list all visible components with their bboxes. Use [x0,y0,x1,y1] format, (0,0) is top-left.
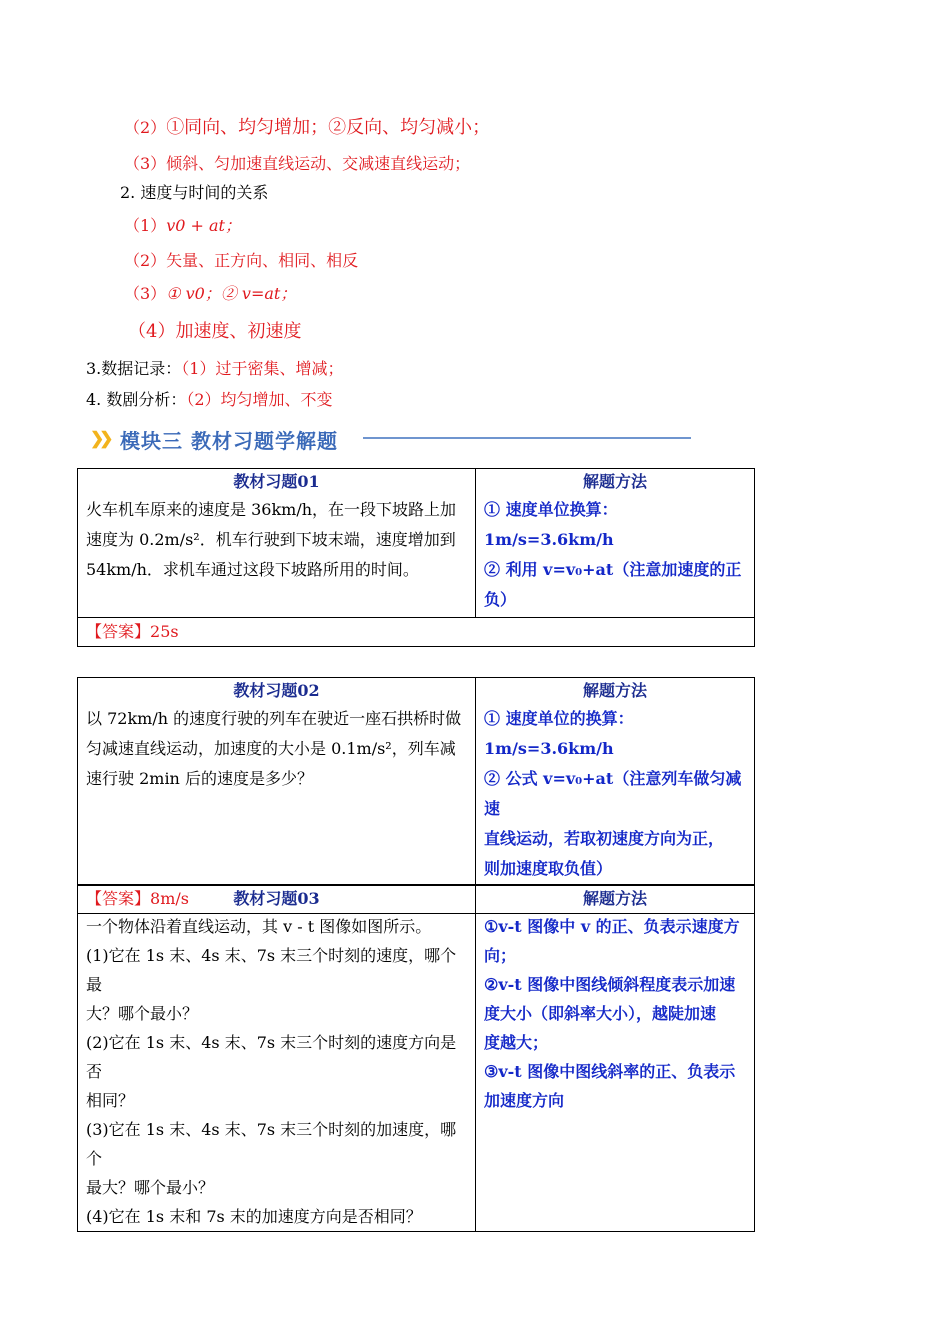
exercise-02-line-1: 以 72km/h 的速度行驶的列车在驶近一座石拱桥时做 [86,709,462,728]
exercise-03-method-2: 向； [484,946,517,965]
exercise-01-method-header: 解题方法 [582,472,647,491]
exercise-01-answer-label: 【答案】 [86,622,151,641]
exercise-02-method-2: ② 公式 v=v₀+at（注意列车做匀减速 [484,769,742,818]
exercise-01-answer [78,618,755,647]
exercise-03-method-header: 解题方法 [582,889,647,908]
data-analysis-line [86,389,333,411]
module-banner [88,423,698,453]
exercise-03-method-1: ①v-t 图像中 v 的正、负表示速度方 [484,917,740,936]
module-banner-title: 模块三 教材习题学解题 [120,429,338,453]
exercise-03-line-6: (3)它在 1s 末、4s 末、7s 末三个时刻的加速度，哪个 [86,1120,457,1168]
exercise-01-answer-value: 25s [150,622,179,641]
exercise-03-method-5: 度越大； [484,1033,549,1052]
exercise-02-answer-label: 【答案】 [86,889,151,908]
exercise-01-method-2: ② 利用 v=v₀+at（注意加速度的正 [484,560,742,579]
exercise-01-line-2: 速度为 0.2m/s²．机车行驶到下坡末端，速度增加到 [86,530,456,549]
exercise-03-line-2: (1)它在 1s 末、4s 末、7s 末三个时刻的速度，哪个最 [86,946,457,994]
answer-line-3: （3）倾斜、匀加速直线运动、交减速直线运动； [124,154,471,173]
relation-item-1-prefix: （1） [124,216,167,235]
exercise-03-header: 教材习题03 [233,889,320,908]
exercise-03-line-7: 最大？哪个最小？ [86,1178,215,1197]
exercise-02-method-cell [476,678,755,885]
exercise-01-line-1: 火车机车原来的速度是 36km/h，在一段下坡路上加 [86,500,457,519]
exercise-02-line-3: 速行驶 2min 后的速度是多少？ [86,769,313,788]
exercise-03-line-8: (4)它在 1s 末和 7s 末的加速度方向是否相同？ [86,1207,422,1226]
exercise-03-method-3: ②v-t 图像中图线倾斜程度表示加速 [484,975,736,994]
exercise-03-problem-cell [78,886,476,1232]
exercise-table-02 [77,677,755,914]
relation-item-3-formula: ① v0；② v=at； [166,284,297,303]
exercise-01-header: 教材习题01 [233,472,320,491]
exercise-02-method-header: 解题方法 [582,681,647,700]
answer-line-2-text: ①同向、均匀增加；②反向、均匀减小； [166,117,491,138]
relation-item-1-formula: v0 + at； [166,216,241,235]
exercise-01-line-3: 54km/h．求机车通过这段下坡路所用的时间。 [86,560,419,579]
exercise-03-method-7: 加速度方向 [484,1091,565,1110]
exercise-02-method-4: 则加速度取负值） [484,859,613,878]
exercise-02-problem-cell [78,678,476,885]
exercise-02-method-1: ① 速度单位的换算：1m/s=3.6km/h [484,709,634,758]
relation-item-1 [124,215,241,237]
data-record-value: （1）过于密集、增减； [181,359,344,378]
exercise-01-problem-cell [78,469,476,618]
exercise-03-line-5: 相同？ [86,1091,135,1110]
data-record-label: 3.数据记录： [86,359,182,378]
exercise-03-line-3: 大？哪个最小？ [86,1004,199,1023]
data-analysis-value: （2）均匀增加、不变 [186,390,333,409]
exercise-03-line-1: 一个物体沿着直线运动，其 v - t 图像如图所示。 [86,917,432,936]
relation-item-2: （2）矢量、正方向、相同、相反 [124,251,359,270]
exercise-02-method-3: 直线运动，若取初速度方向为正， [484,829,725,848]
data-analysis-label: 4. 数剧分析： [86,390,187,409]
answer-line-2 [124,117,490,139]
data-record-line [86,358,343,380]
exercise-03-method-cell [476,886,755,1232]
double-chevron-icon: ❯❯ [90,429,109,449]
exercise-02-header: 教材习题02 [233,681,320,700]
banner-divider [363,437,691,439]
exercise-01-method-3: 负） [484,590,517,609]
answer-line-2-prefix: （2） [124,118,167,137]
heading-speed-time-relation: 2. 速度与时间的关系 [120,183,269,202]
exercise-01-method-cell [476,469,755,618]
relation-item-3-prefix: （3） [124,284,167,303]
exercise-03-line-4: (2)它在 1s 末、4s 末、7s 末三个时刻的速度方向是否 [86,1033,457,1081]
relation-item-4: （4）加速度、初速度 [128,321,302,342]
exercise-02-answer-value: 8m/s [150,889,189,908]
exercise-table-03 [77,885,755,1232]
exercise-03-method-6: ③v-t 图像中图线斜率的正、负表示 [484,1062,736,1081]
exercise-table-01 [77,468,755,647]
exercise-01-method-1: ① 速度单位换算：1m/s=3.6km/h [484,500,618,549]
relation-item-3 [124,283,296,305]
exercise-03-method-4: 度大小（即斜率大小），越陡加速 [484,1004,717,1023]
exercise-02-line-2: 匀减速直线运动，加速度的大小是 0.1m/s²，列车减 [86,739,456,758]
